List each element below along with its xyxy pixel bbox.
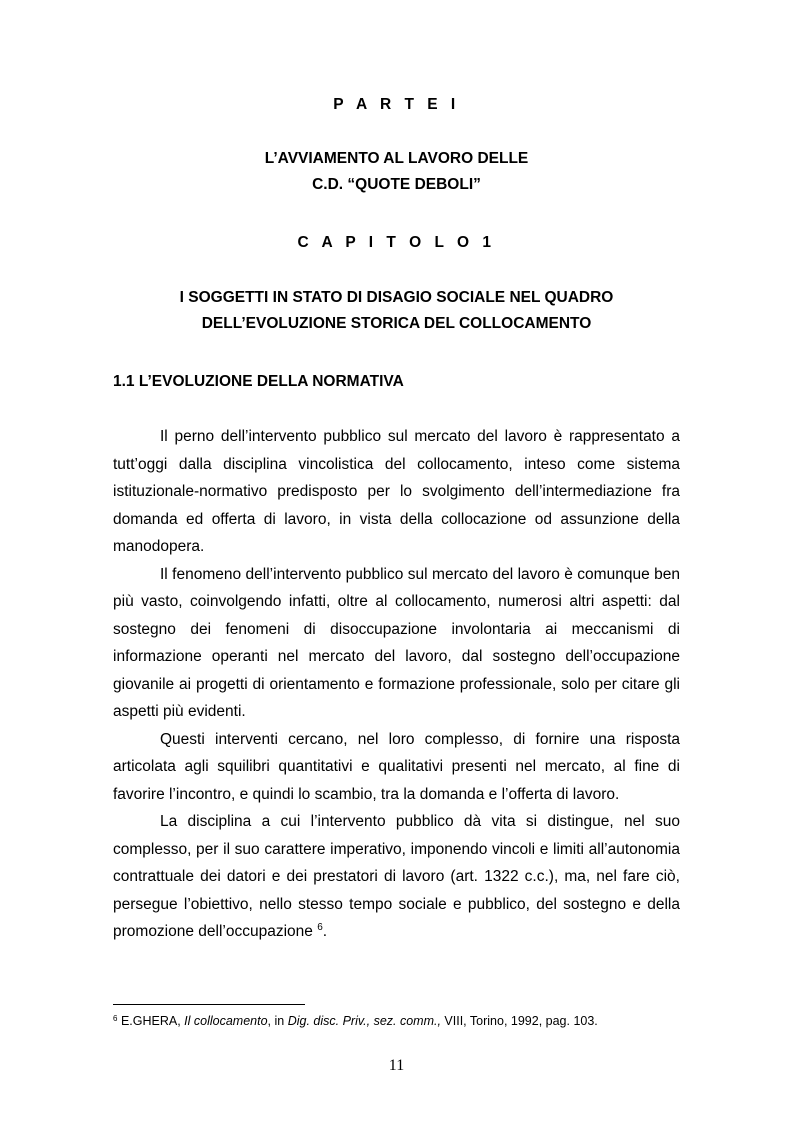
- part-heading: P A R T E I: [333, 96, 460, 113]
- footnote-source: Dig. disc. Priv., sez. comm.,: [287, 1014, 441, 1028]
- page-number: 11: [388, 1057, 405, 1074]
- paragraph-4-text: La disciplina a cui l’intervento pubblico dà vita si distingue, nel suo complesso, per il suo carattere imperativo, imponendo vincoli e limiti all’autonomia contrattuale dei datori e dei prestatori di lavoro (art. 1322 c.c.), ma, nel fare ciò, persegue l’obiettivo, nello stesso tempo sociale e pubblico, del sostegno e della promozione dell’occupazione: [113, 813, 680, 940]
- paragraph-3: Questi interventi cercano, nel loro complesso, di fornire una risposta articolata agli squilibri quantitativi e qualitativi presenti nel mercato, al fine di favorire l’incontro, e quindi lo scambio, tra la domanda e l’offerta di lavoro.: [113, 730, 680, 803]
- paragraph-1: Il perno dell’intervento pubblico sul mercato del lavoro è rappresentato a tutt’oggi dalla disciplina vincolistica del collocamento, inteso come sistema istituzionale-normativo predisposto per lo svolgimento dell’intermediazione fra domanda ed offerta di lavoro, in vista della collocazione od assunzione della manodopera.: [113, 428, 680, 555]
- footnote-reference[interactable]: 6: [317, 922, 323, 933]
- part-title-line-1: L’AVVIAMENTO AL LAVORO DELLE: [264, 150, 529, 167]
- part-title-line-2: C.D. “QUOTE DEBOLI”: [312, 176, 481, 193]
- paragraph-4-end: .: [322, 923, 328, 940]
- chapter-heading: C A P I T O L O 1: [297, 234, 496, 251]
- paragraph-2: Il fenomeno dell’intervento pubblico sul mercato del lavoro è comunque ben più vasto, coinvolgendo infatti, oltre al collocamento, numerosi altri aspetti: dal sostegno dei fenomeni di disoccupazione involontaria ai meccanismi di informazione operanti nel mercato del lavoro, dal sostegno dell’occupazione giovanile ai progetti di orientamento e formazione professionale, solo per citare gli aspetti più evidenti.: [113, 565, 680, 720]
- footnote-separator: [113, 1004, 305, 1005]
- footnote-mid: , in: [267, 1014, 288, 1028]
- footnote-title: Il collocamento: [184, 1014, 268, 1028]
- part-title: [0, 146, 793, 198]
- paragraph-4: [113, 808, 680, 946]
- chapter-title-line-1: I SOGGETTI IN STATO DI DISAGIO SOCIALE NEL QUADRO: [179, 289, 614, 306]
- body-text: [113, 423, 680, 946]
- section-title: 1.1 L’EVOLUZIONE DELLA NORMATIVA: [113, 373, 404, 390]
- footnote-number: 6: [113, 1014, 118, 1023]
- footnote: [113, 1013, 693, 1029]
- chapter-title: [0, 285, 793, 337]
- chapter-title-line-2: DELL’EVOLUZIONE STORICA DEL COLLOCAMENTO: [201, 315, 592, 332]
- footnote-rest: VIII, Torino, 1992, pag. 103.: [440, 1014, 598, 1028]
- footnote-author: E.GHERA,: [120, 1014, 185, 1028]
